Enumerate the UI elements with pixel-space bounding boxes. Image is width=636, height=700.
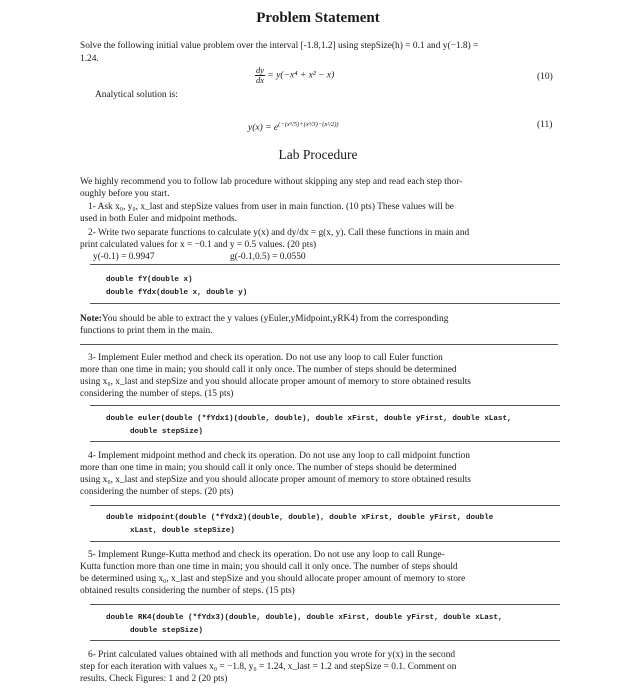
step5-line3: be determined using x₀, x_last and stepSize and you should allocate proper amount of memory to store (80, 574, 466, 584)
equation-11-lhs: y(x) = e (248, 123, 279, 134)
lab-intro-line2: oughly before you start. (80, 189, 170, 199)
lab-intro-line1: We highly recommend you to follow lab procedure without skipping any step and read each step thor- (80, 177, 463, 187)
code4-line1: double midpoint(double (*fYdx2)(double, double), double xFirst, double yFirst, double (106, 514, 494, 522)
step1-line1: 1- Ask x₀, y₀, x_last and stepSize values from user in main function. (10 pts) These values will be (88, 202, 454, 212)
code1-line2: double fYdx(double x, double y) (106, 289, 248, 297)
step5-line1: 5- Implement Runge-Kutta method and check its operation. Do not use any loop to call Runge- (88, 550, 445, 560)
step6-line3: results. Check Figures: 1 and 2 (20 pts) (80, 674, 228, 684)
equation-10-rhs: = y(−x⁴ + x² − x) (267, 70, 335, 81)
note-label: Note: (80, 314, 102, 324)
step2-line2: print calculated values for x = −0.1 and y = 0.5 values. (20 pts) (80, 240, 317, 250)
step6-line1: 6- Print calculated values obtained with all methods and function you wrote for y(x) in the second (88, 650, 456, 660)
step3-line3: using x₀, x_last and stepSize and you should allocate proper amount of memory to store obtained results (80, 377, 471, 387)
step3-line2: more than one time in main; you should call it only once. The number of steps should be determined (80, 365, 457, 375)
problem-statement-line2: 1.24. (80, 54, 99, 64)
step4-line2: more than one time in main; you should call it only once. The number of steps should be determined (80, 463, 457, 473)
equation-10 (255, 66, 334, 85)
step1-line2: used in both Euler and midpoint methods. (80, 214, 238, 224)
equation-11 (248, 119, 339, 135)
equation-10-label: (10) (537, 72, 553, 82)
code4-line2: xLast, double stepSize) (130, 527, 235, 535)
step3-line1: 3- Implement Euler method and check its operation. Do not use any loop to call Euler function (88, 353, 443, 363)
derivative-fraction: $\frac{dy}{dx}$ (256, 65, 265, 85)
note-text: You should be able to extract the y values (yEuler,yMidpoint,yRK4) from the corresponding (101, 314, 449, 324)
step4-line3: using x₀, x_last and stepSize and you should allocate proper amount of memory to store obtained results (80, 475, 471, 485)
code1-bottom-rule (90, 303, 560, 304)
code3-line1: double euler(double (*fYdx1)(double, double), double xFirst, double yFirst, double xLast, (106, 415, 512, 423)
lab-title: Lab Procedure (278, 147, 358, 162)
step5-line2: Kutta function more than one time in main; you should call it only once. The number of steps should (80, 562, 458, 572)
equation-11-exponent: (−(x⁵/5)+(x³/3)−(x²/2)) (278, 121, 339, 128)
step5-line4: obtained results considering the number of steps. (15 pts) (80, 586, 295, 596)
note-line1 (80, 313, 558, 326)
code4-top-rule (90, 505, 560, 506)
code3-line2: double stepSize) (130, 428, 203, 436)
code1-line1: double fY(double x) (106, 276, 193, 284)
step3-line4: considering the number of steps. (15 pts) (80, 389, 234, 399)
step2-value-g: g(-0.1,0.5) = 0.0550 (230, 252, 306, 262)
code5-bottom-rule (90, 640, 560, 641)
code3-bottom-rule (90, 441, 560, 442)
step2-value-y: y(-0.1) = 0.9947 (93, 252, 155, 262)
code3-top-rule (90, 405, 560, 406)
note-line2: functions to print them in the main. (80, 326, 213, 336)
code5-line2: double stepSize) (130, 627, 203, 635)
code4-bottom-rule (90, 541, 560, 542)
step4-line1: 4- Implement midpoint method and check its operation. Do not use any loop to call midpoint function (88, 451, 470, 461)
problem-title: Problem Statement (256, 10, 380, 26)
equation-11-label: (11) (537, 120, 553, 130)
step4-line4: considering the number of steps. (20 pts) (80, 487, 234, 497)
step2-line1: 2- Write two separate functions to calculate y(x) and dy/dx = g(x, y). Call these functions in main and (88, 228, 470, 238)
code5-line1: double RK4(double (*fYdx3)(double, double), double xFirst, double yFirst, double xLast, (106, 614, 503, 622)
code1-top-rule (90, 264, 560, 265)
step6-line2: step for each iteration with values x₀ = −1.8, y₀ = 1.24, x_last = 1.2 and stepSize = 0.1. Comment on (80, 662, 457, 672)
analytical-label: Analytical solution is: (95, 90, 178, 100)
code5-top-rule (90, 604, 560, 605)
step3-top-rule (80, 344, 558, 345)
problem-statement-line1: Solve the following initial value problem over the interval [-1.8,1.2] using stepSize(h) = 0.1 and y(−1.8) = (80, 41, 479, 51)
